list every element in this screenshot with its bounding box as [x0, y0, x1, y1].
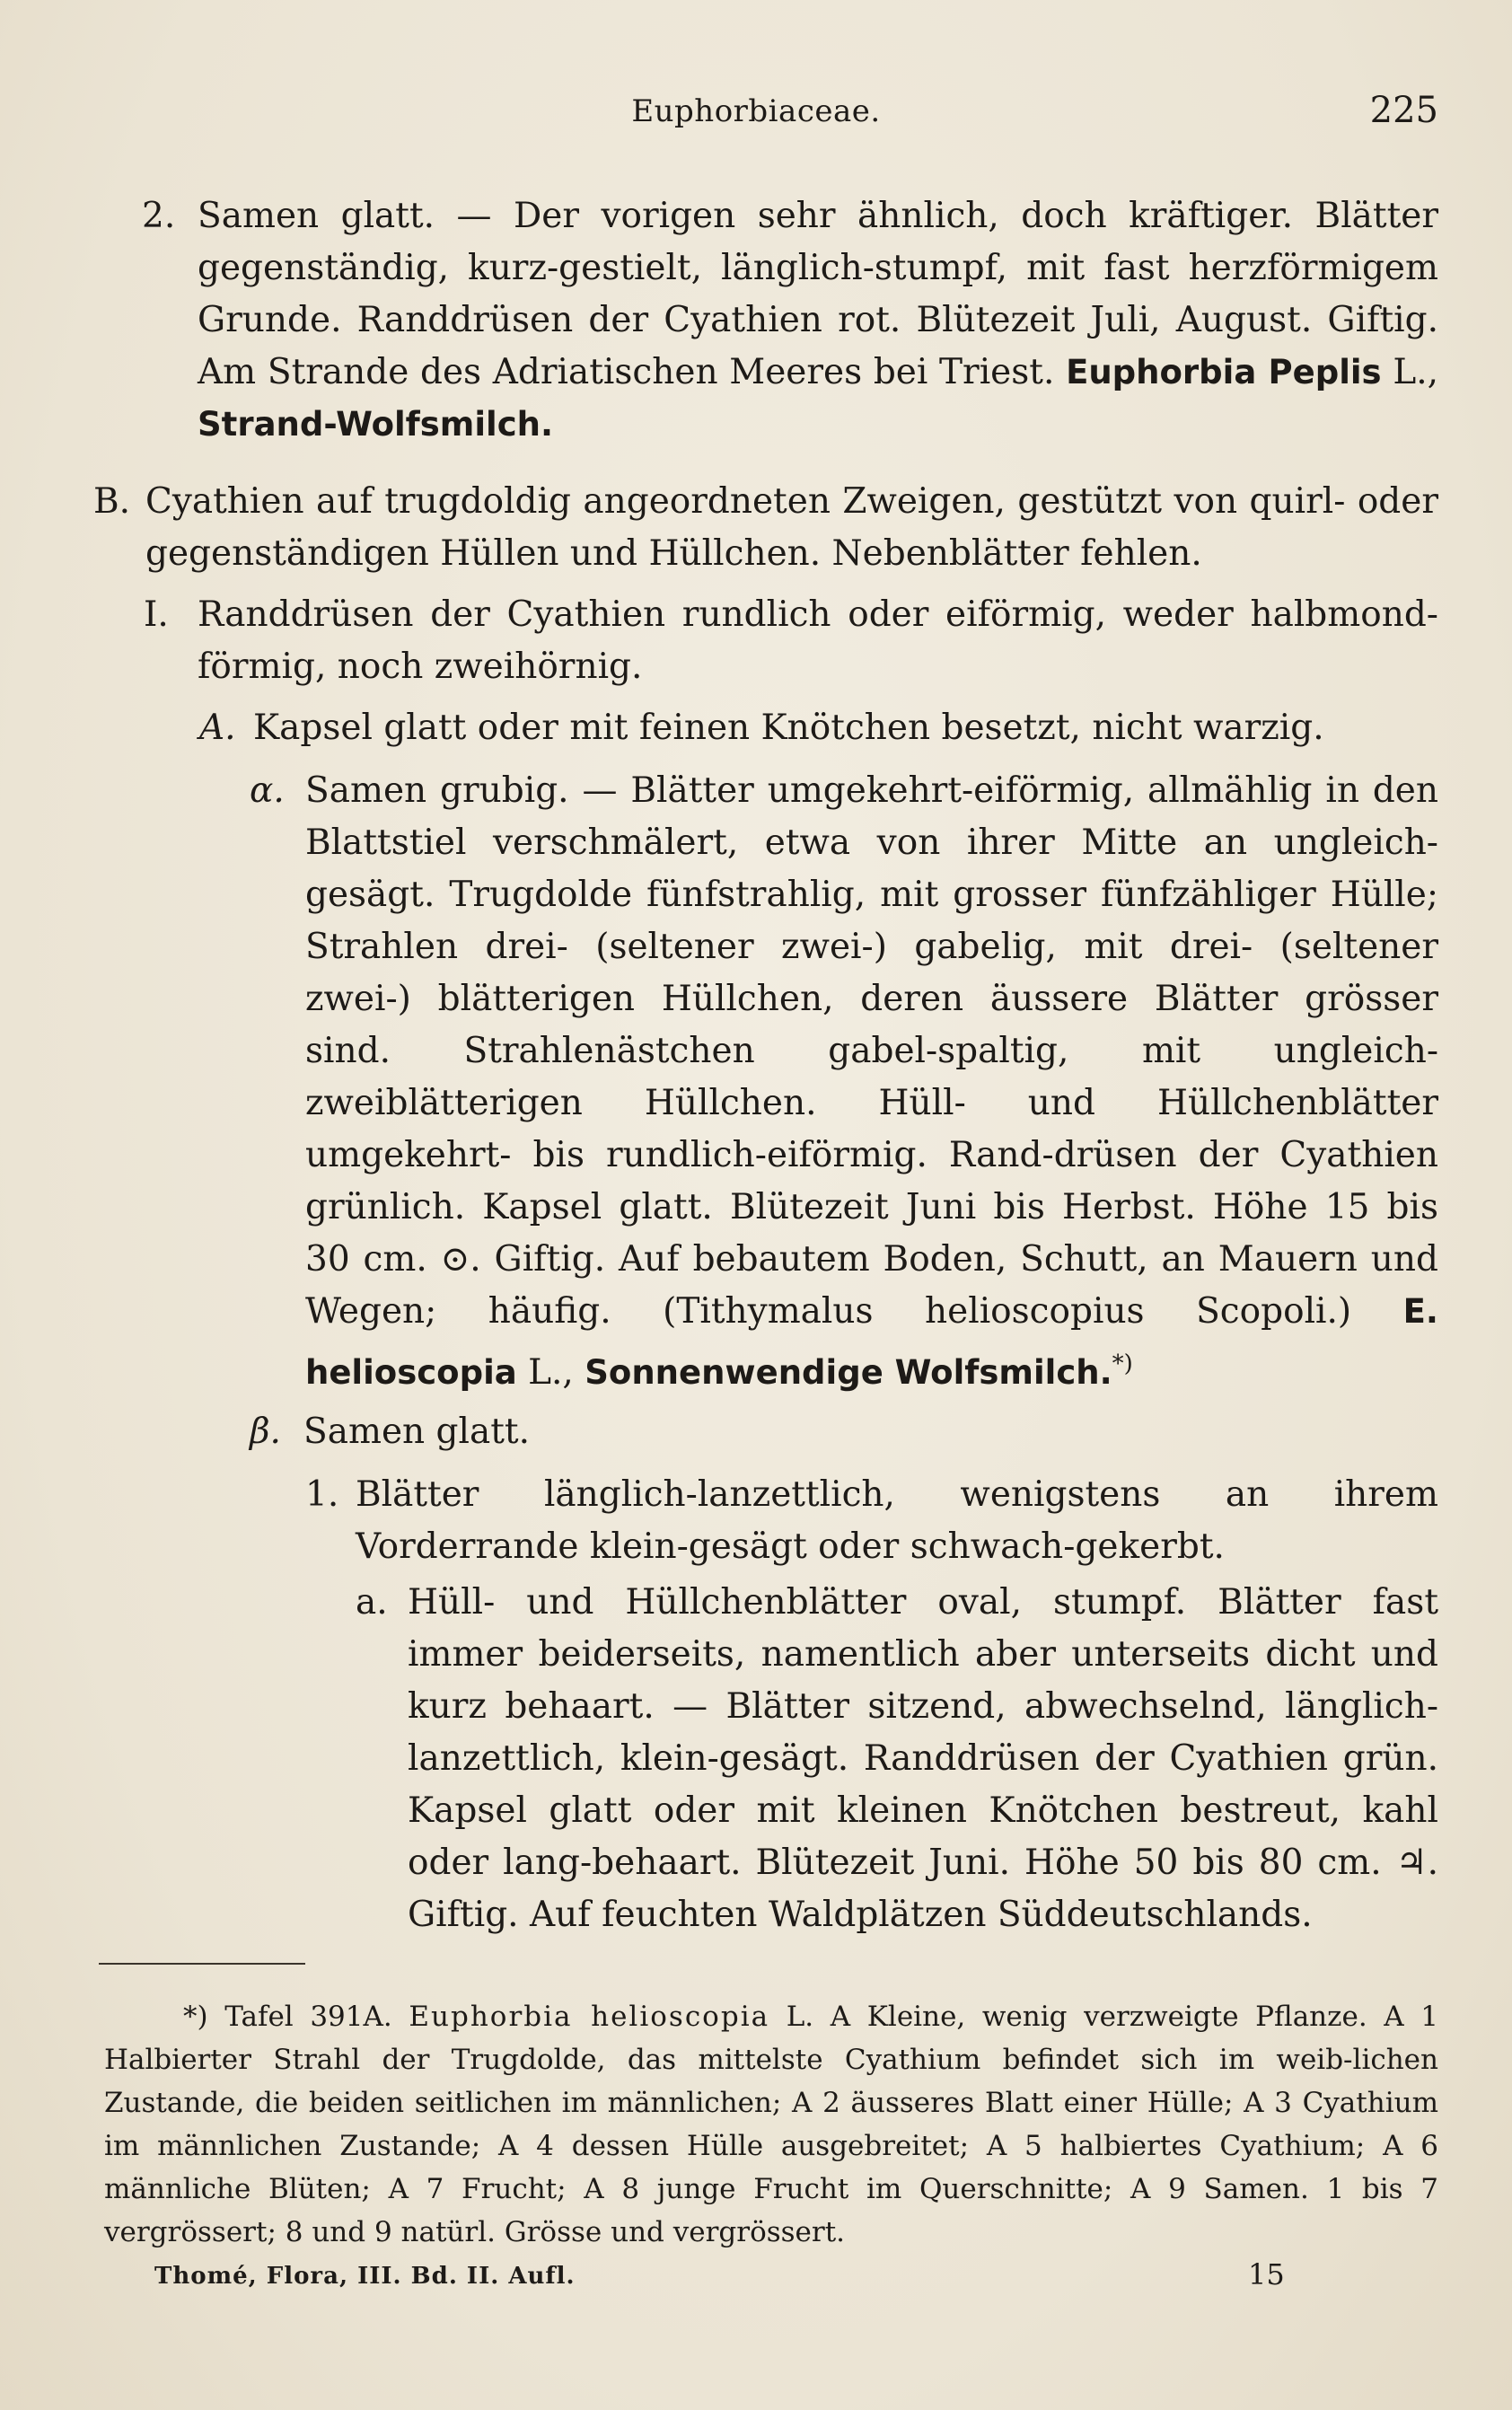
paragraph-I: Randdrüsen der Cyathien rundlich oder eiförmig, weder halbmond-förmig, noch zweihörnig.: [198, 594, 1438, 687]
species-name-helioscopia: E. helioscopia: [305, 1292, 1438, 1392]
footnote-lead: Tafel 391A.: [224, 2001, 392, 2033]
common-name-helioscopia: Sonnenwendige Wolfsmilch.: [585, 1353, 1112, 1392]
common-name-peplis: Strand-Wolfsmilch.: [198, 405, 554, 444]
paragraph-B: Cyathien auf trugdoldig angeordneten Zweigen, gestützt von quirl- oder gegenständigen Hüllen und Hüllchen. Nebenblätter fehlen.: [145, 481, 1438, 574]
species-name-peplis: Euphorbia Peplis: [1066, 353, 1382, 391]
footnote-species: Euphorbia helioscopia: [409, 2001, 770, 2033]
paragraph-1: Blätter länglich-lanzettlich, wenigstens an ihrem Vorderrande klein-gesägt oder schwach-gekerbt.: [356, 1474, 1438, 1567]
item-label-A: A.: [199, 708, 236, 748]
paragraph-a: Hüll- und Hüllchenblätter oval, stumpf. Blätter fast immer beiderseits, namentlich aber unterseits dicht und kurz behaart. — Blätter sitzend, abwechselnd, länglich-lanzettlich, klein-gesägt. Randdrüsen der Cyathien grün. Kapsel glatt oder mit kleinen Knötchen bestreut, kahl oder lang-behaart. Blütezeit Juni. Höhe 50 bis 80 cm. ♃. Giftig. Auf feuchten Waldplätzen Süddeutschlands.: [408, 1582, 1438, 1935]
species-author-peplis: L.,: [1393, 352, 1439, 392]
footnote-divider: [99, 1963, 305, 1965]
paragraph-2: [198, 190, 1438, 451]
paragraph-alpha: [305, 765, 1438, 1399]
item-label-I: I.: [144, 594, 169, 635]
paragraph-beta: Samen glatt.: [303, 1412, 530, 1452]
paragraph-A: Kapsel glatt oder mit feinen Knötchen besetzt, nicht warzig.: [253, 708, 1324, 748]
paragraph-2-text: Samen glatt. — Der vorigen sehr ähnlich, doch kräftiger. Blätter gegenständig, kurz-gestielt, länglich-stumpf, mit fast herzförmigem Grunde. Randdrüsen der Cyathien rot. Blütezeit Juli, August. Giftig. Am Strande des Adriatischen Meeres bei Triest.: [198, 196, 1438, 392]
footnote-mark: *): [183, 2001, 208, 2033]
footnote-text: [104, 1995, 1438, 2254]
species-author-helioscopia: L.,: [528, 1352, 574, 1393]
item-label-2: 2.: [142, 196, 176, 236]
signature-mark: 15: [1248, 2257, 1285, 2291]
paragraph-alpha-text: Samen grubig. — Blätter umgekehrt-eiförmig, allmählig in den Blattstiel verschmälert, etwa von ihrer Mitte an ungleich-gesägt. Trugdolde fünfstrahlig, mit grosser fünfzähliger Hülle; Strahlen drei- (seltener zwei-) gabelig, mit drei- (seltener zwei-) blätterigen Hüllchen, deren äussere Blätter grösser sind. Strahlenästchen gabel-spaltig, mit ungleich-zweiblätterigen Hüllchen. Hüll- und Hüllchenblätter umgekehrt- bis rundlich-eiförmig. Rand-drüsen der Cyathien grünlich. Kapsel glatt. Blütezeit Juni bis Herbst. Höhe 15 bis 30 cm. ⊙. Giftig. Auf bebautem Boden, Schutt, an Mauern und Wegen; häufig. (Tithymalus helioscopius Scopoli.): [305, 770, 1438, 1332]
item-label-1: 1.: [305, 1474, 339, 1515]
item-label-beta: β.: [250, 1412, 281, 1452]
item-label-a: a.: [356, 1582, 388, 1623]
item-label-alpha: α.: [250, 770, 285, 811]
item-label-B: B.: [93, 481, 131, 522]
imprint: Thomé, Flora, III. Bd. II. Aufl.: [154, 2263, 576, 2290]
page-number: 225: [1369, 90, 1438, 131]
running-header-title: Euphorbiaceae.: [631, 93, 881, 129]
footnote-reference: *): [1112, 1350, 1133, 1377]
footnote-body: L. A Kleine, wenig verzweigte Pflanze. A 1 Halbierter Strahl der Trugdolde, das mittelste Cyathium befindet sich im weib-lichen Zustande, die beiden seitlichen im männlichen; A 2 äusseres Blatt einer Hülle; A 3 Cyathium im männlichen Zustande; A 4 dessen Hülle ausgebreitet; A 5 halbiertes Cyathium; A 6 männliche Blüten; A 7 Frucht; A 8 junge Frucht im Querschnitte; A 9 Samen. 1 bis 7 vergrössert; 8 und 9 natürl. Grösse und vergrössert.: [104, 2001, 1439, 2248]
